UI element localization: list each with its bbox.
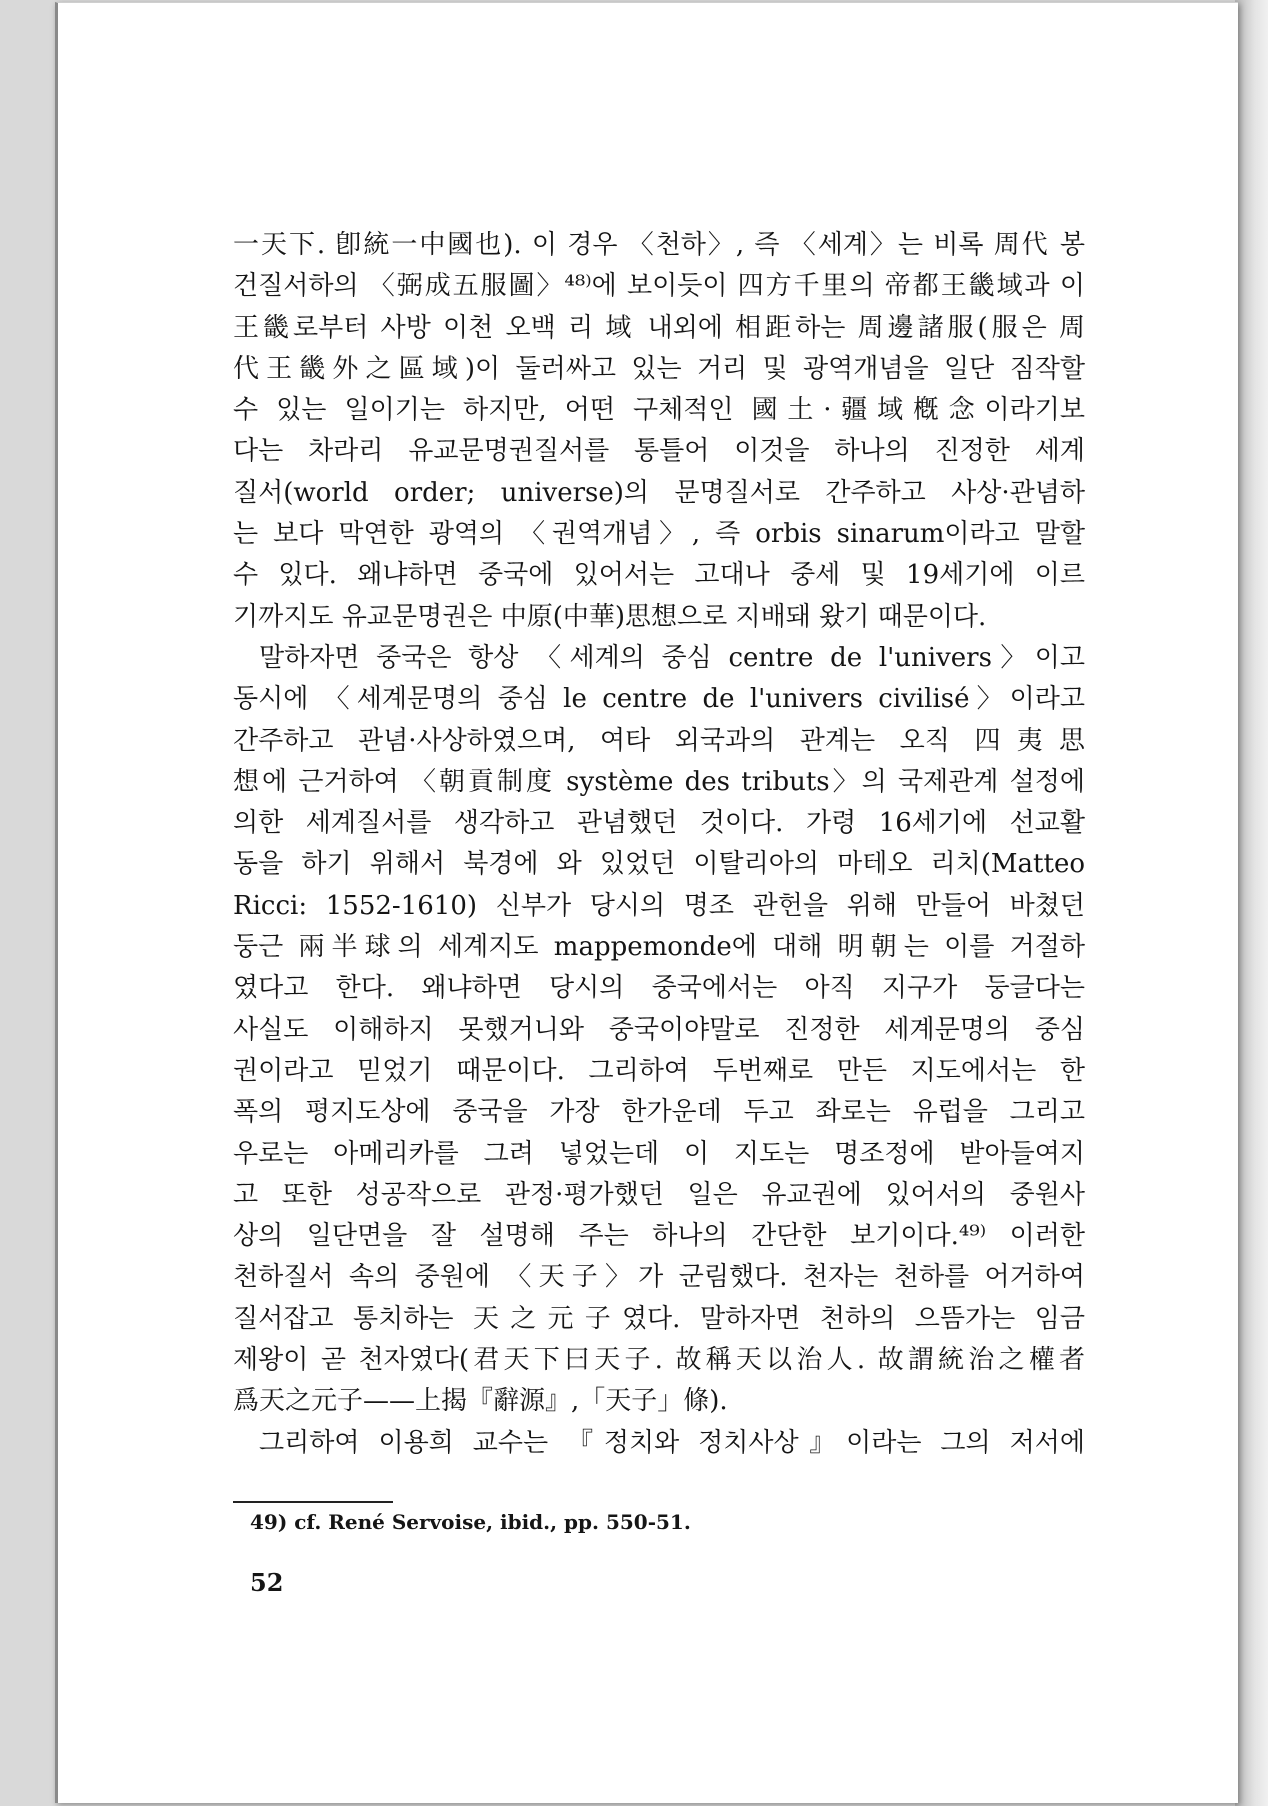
text-line-23: 우로는 아메리카를 그려 넣었는데 이 지도는 명조정에 받아들여지 (233, 1138, 1085, 1169)
text-line-3: 王畿로부터 사방 이천 오백 리 域 내외에 相距하는 周邊諸服(服은 周 (233, 312, 1085, 343)
text-line-10: 기까지도 유교문명권은 中原(中華)思想으로 지배돼 왔기 때문이다. (233, 601, 987, 632)
page-edge-shadow (1235, 0, 1268, 1806)
text-line-14: 想에 근거하여 〈朝貢制度 système des tributs〉의 국제관계 설정에 (233, 766, 1085, 797)
text-line-11: 말하자면 중국은 항상 〈세계의 중심 centre de l'univers〉이고 (259, 642, 1085, 673)
text-line-17: Ricci: 1552-1610) 신부가 당시의 명조 관헌을 위해 만들어 바쳤던 (233, 890, 1085, 921)
text-line-6: 다는 차라리 유교문명권질서를 통틀어 이것을 하나의 진정한 세계 (233, 436, 1085, 467)
text-line-9: 수 있다. 왜냐하면 중국에 있어서는 고대나 중세 및 19세기에 이르 (233, 560, 1085, 591)
text-line-21: 권이라고 믿었기 때문이다. 그리하여 두번째로 만든 지도에서는 한 (233, 1055, 1085, 1086)
text-line-5: 수 있는 일이기는 하지만, 어떤 구체적인 國土·疆域槪念이라기보 (233, 395, 1085, 426)
text-line-25: 상의 일단면을 잘 설명해 주는 하나의 간단한 보기이다.⁴⁹⁾ 이러한 (233, 1221, 1085, 1252)
text-line-13: 간주하고 관념·사상하였으며, 여타 외국과의 관계는 오직 四夷思 (233, 725, 1085, 756)
text-line-28: 제왕이 곧 천자였다(君天下曰天子. 故稱天以治人. 故謂統治之權者 (233, 1345, 1085, 1376)
text-line-15: 의한 세계질서를 생각하고 관념했던 것이다. 가령 16세기에 선교활 (233, 808, 1085, 839)
text-line-29: 爲天之元子——上揭『辭源』,「天子」條). (233, 1386, 728, 1417)
text-line-30: 그리하여 이용희 교수는 『정치와 정치사상』이라는 그의 저서에 (259, 1427, 1085, 1458)
footnote: 49) cf. René Servoise, ibid., pp. 550-51. (250, 1510, 691, 1534)
text-line-20: 사실도 이해하지 못했거니와 중국이야말로 진정한 세계문명의 중심 (233, 1014, 1085, 1045)
text-line-18: 둥근 兩半球의 세계지도 mappemonde에 대해 明朝는 이를 거절하 (233, 932, 1085, 963)
body-text (233, 225, 1085, 1464)
text-line-2: 건질서하의 〈弼成五服圖〉⁴⁸⁾에 보이듯이 四方千里의 帝都王畿域과 이 (233, 271, 1085, 302)
text-line-8: 는 보다 막연한 광역의 〈권역개념〉, 즉 orbis sinarum이라고 말할 (233, 519, 1085, 550)
footnote-divider (233, 1501, 393, 1503)
text-line-12: 동시에 〈세계문명의 중심 le centre de l'univers civilisé〉이라고 (233, 684, 1085, 715)
page-number: 52 (250, 1568, 284, 1597)
text-line-7: 질서(world order; universe)의 문명질서로 간주하고 사상·관념하 (233, 477, 1085, 508)
text-line-26: 천하질서 속의 중원에 〈天子〉가 군림했다. 천자는 천하를 어거하여 (233, 1262, 1085, 1293)
text-line-22: 폭의 평지도상에 중국을 가장 한가운데 두고 좌로는 유럽을 그리고 (233, 1097, 1085, 1128)
text-line-1: 一天下. 卽統一中國也). 이 경우 〈천하〉, 즉 〈세계〉는 비록 周代 봉 (233, 230, 1085, 260)
text-line-19: 였다고 한다. 왜냐하면 당시의 중국에서는 아직 지구가 둥글다는 (233, 973, 1085, 1004)
text-line-16: 동을 하기 위해서 북경에 와 있었던 이탈리아의 마테오 리치(Matteo (233, 849, 1085, 880)
text-line-27: 질서잡고 통치하는 天之元子였다. 말하자면 천하의 으뜸가는 임금 (233, 1303, 1085, 1334)
text-line-4: 代王畿外之區域)이 둘러싸고 있는 거리 및 광역개념을 일단 짐작할 (233, 353, 1085, 384)
text-line-24: 고 또한 성공작으로 관정·평가했던 일은 유교권에 있어서의 중원사 (233, 1179, 1085, 1210)
